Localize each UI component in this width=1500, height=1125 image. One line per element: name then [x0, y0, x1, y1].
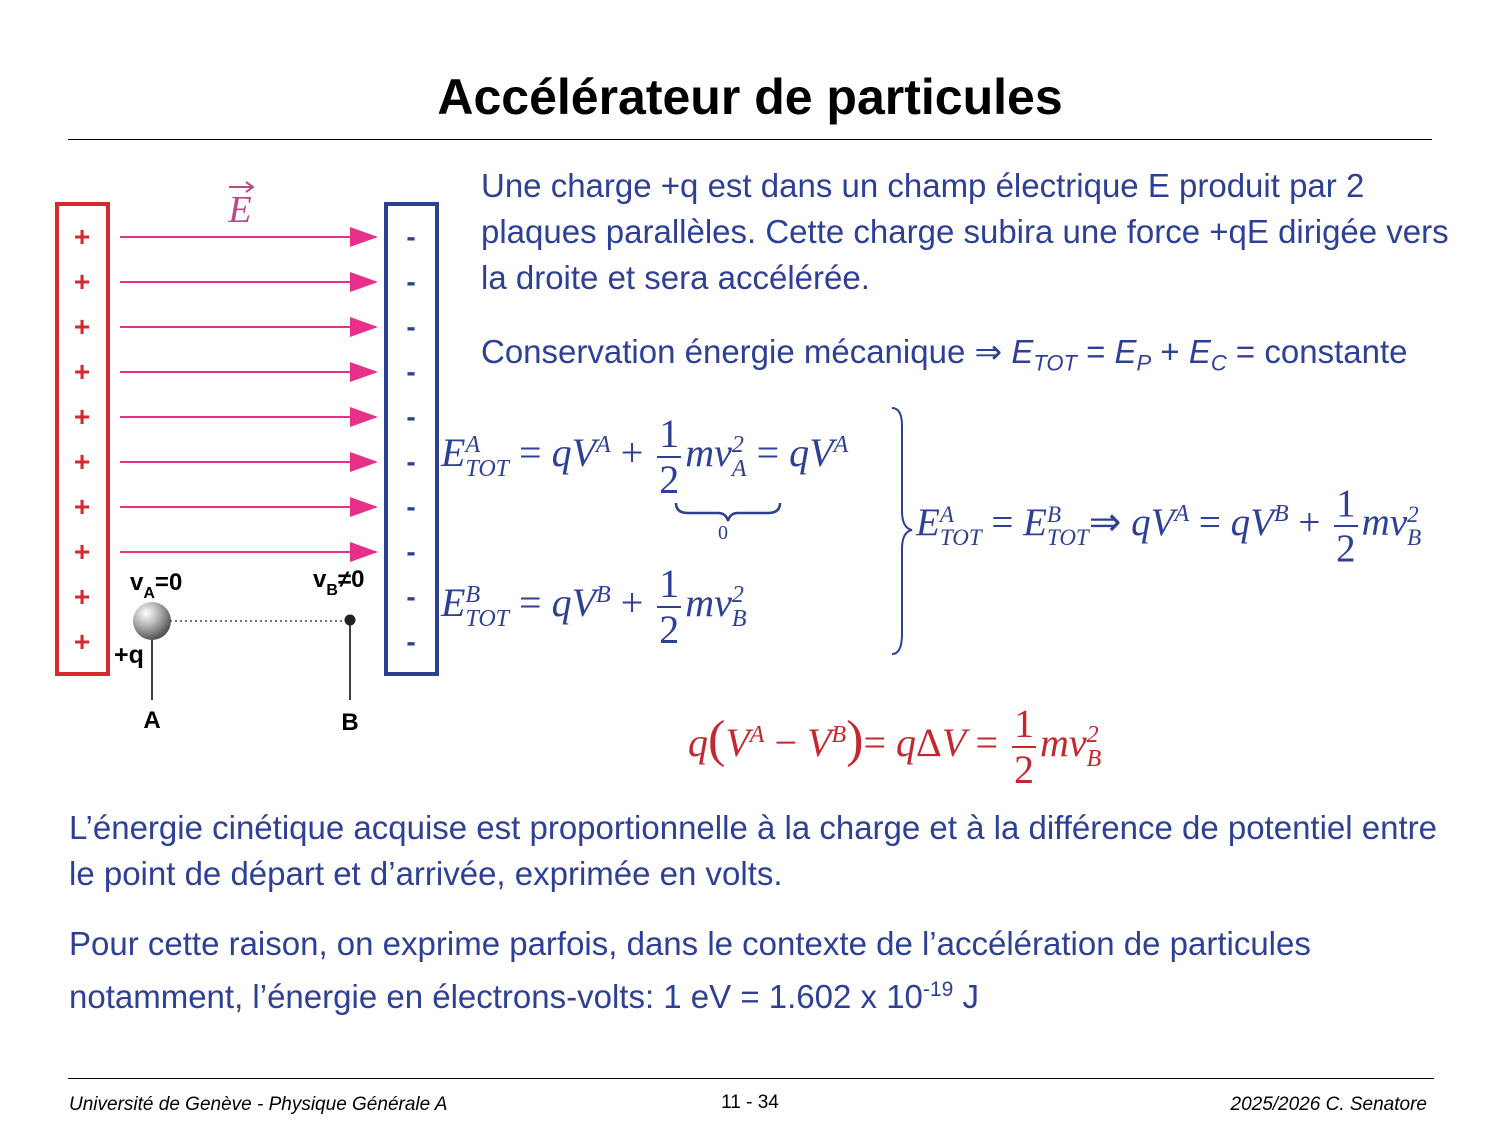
- body-paragraph-1: L’énergie cinétique acquise est proportionnelle à la charge et à la différence de potentiel entre le point de départ et d’arrivée, exprimée en volts.: [69, 809, 1438, 892]
- body2-text: Pour cette raison, on exprime parfois, dans le contexte de l’accélération de particules notamment, l’énergie en électrons-volts: 1 eV = 1.602 x 10: [69, 925, 1311, 1015]
- equation-combined: E A TOT = E B TOT ⇒ $qV^A = qV^B$ + $\frac{1}{2}$ mv 2 B: [916, 482, 1422, 570]
- point-a-label: A: [143, 707, 161, 734]
- title-rule: [68, 139, 1432, 140]
- slide-title: Accélérateur de particules: [437, 69, 1063, 125]
- minus-sign: -: [406, 536, 416, 567]
- minus-sign: -: [406, 491, 416, 522]
- body-paragraph-2: [69, 921, 1449, 1020]
- footer-left: Université de Genève - Physique Générale A: [69, 1094, 448, 1115]
- minus-sign: -: [406, 581, 416, 612]
- plus-sign: +: [73, 581, 91, 612]
- point-b-label: B: [341, 709, 359, 736]
- minus-sign: -: [406, 356, 416, 387]
- minus-sign: -: [406, 446, 416, 477]
- plus-sign: +: [73, 266, 91, 297]
- plus-sign: +: [73, 311, 91, 342]
- plus-sign: +: [73, 626, 91, 657]
- capacitor-diagram: [0, 180, 440, 740]
- minus-sign: -: [406, 221, 416, 252]
- intro-paragraph: Une charge +q est dans un champ électrique E produit par 2 plaques parallèles. Cette charge subira une force +qE dirigée vers la droite et sera accélérée.: [481, 167, 1449, 296]
- plus-sign: +: [73, 446, 91, 477]
- plus-sign: +: [73, 401, 91, 432]
- minus-sign: -: [406, 266, 416, 297]
- va-label: $v_A=0$: [130, 569, 183, 602]
- body2-exponent: -19: [922, 978, 954, 1001]
- plus-sign: +: [73, 536, 91, 567]
- body2-suffix: J: [953, 978, 979, 1015]
- vb-label: $v_B\ne 0$: [313, 566, 365, 599]
- footer-right: 2025/2026 C. Senatore: [1230, 1094, 1427, 1115]
- point-b-dot: [345, 615, 356, 626]
- charge-ball: [133, 602, 171, 640]
- minus-sign: -: [406, 401, 416, 432]
- right-brace: [888, 406, 918, 656]
- minus-sign: -: [406, 311, 416, 342]
- implies-symbol: ⇒: [974, 333, 1003, 370]
- equation-a: E A TOT = $qV^A$ + $\frac{1}{2}$ mv 2 A = $qV^A$: [441, 411, 849, 502]
- field-label: E: [228, 189, 252, 231]
- plus-sign: +: [73, 356, 91, 387]
- plus-sign: +: [73, 491, 91, 522]
- equation-b: E B TOT = $qV^B$ + $\frac{1}{2}$ mv 2 B: [441, 561, 747, 652]
- plus-sign: +: [73, 221, 91, 252]
- minus-sign: -: [406, 626, 416, 657]
- page-number: 11 - 34: [721, 1092, 779, 1113]
- footer-rule: [68, 1078, 1434, 1079]
- brace-zero: 0: [718, 522, 728, 544]
- conservation-prefix: Conservation énergie mécanique: [481, 333, 966, 370]
- conservation-line: Conservation énergie mécanique ⇒ $E_{TOT} = E_P + E_C$ = constante: [481, 333, 1408, 376]
- underbrace: [673, 500, 783, 524]
- charge-label: +q: [114, 641, 144, 669]
- equation-result: $q(V^A - V^B)= q\Delta V$ = $\frac{1}{2}$ mv 2 B: [688, 701, 1102, 792]
